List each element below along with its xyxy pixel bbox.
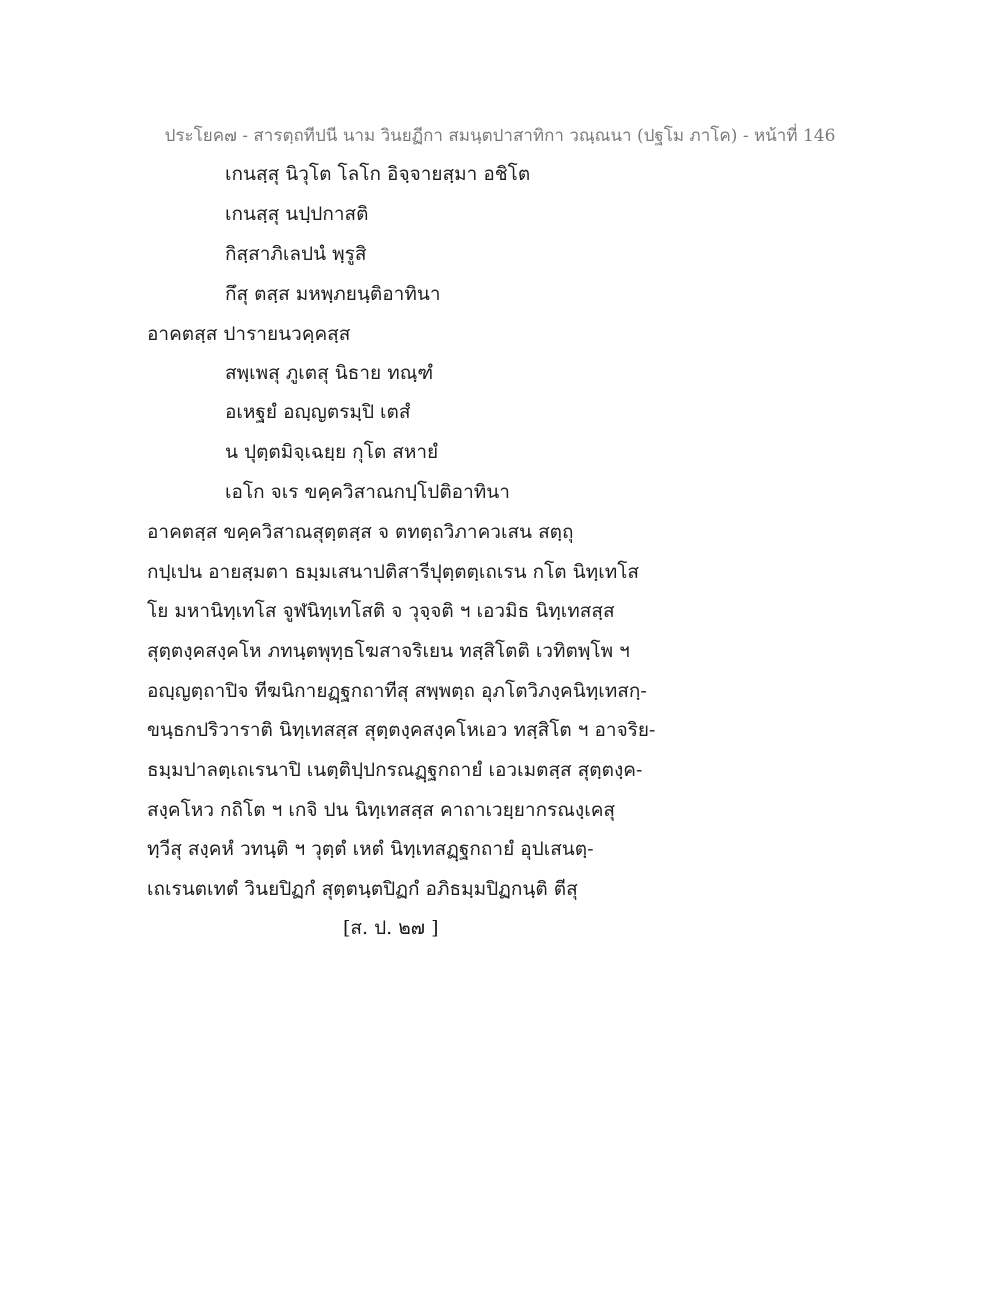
text-line: อญฺญตฺถาปิจ ทีฆนิกายฏฺฐกถาทีสุ สพฺพตฺถ อุภโตวิภงฺคนิทฺเทสกฺ- bbox=[147, 680, 647, 702]
verse-line: น ปุตฺตมิจฺเฉยฺย กุโต สหายํ bbox=[225, 441, 439, 463]
text-line: ทฺวีสุ สงฺคหํ วทนฺติ ฯ วุตฺตํ เหตํ นิทฺเทสฏฺฐกถายํ อุปเสนตฺ- bbox=[147, 838, 594, 860]
text-line: โย มหานิทฺเทโส จูฬนิทฺเทโสติ จ วุจฺจติ ฯ เอวมิธ นิทฺเทสสฺส bbox=[147, 600, 615, 622]
text-line: เถเรนตเทตํ วินยปิฏกํ สุตฺตนฺตปิฏกํ อภิธมฺมปิฏกนฺติ ตีสุ bbox=[147, 878, 578, 900]
verse-line: เกนสฺสุ นิวุโต โลโก อิจฺจายสฺมา อชิโต bbox=[225, 163, 531, 185]
text-line: สงฺคโหว กถิโต ฯ เกจิ ปน นิทฺเทสสฺส คาถาเวยฺยากรณงฺเคสุ bbox=[147, 799, 616, 821]
running-header: ประโยค๗ - สารตฺถทีปนี นาม วินยฏีกา สมนฺตปาสาทิกา วณฺณนา (ปฐโม ภาโค) - หน้าที่ 146 bbox=[164, 126, 836, 146]
text-line: สุตฺตงฺคสงฺคโห ภทนฺตพุทฺธโฆสาจริเยน ทสฺสิโตติ เวทิตพฺโพ ฯ bbox=[147, 640, 630, 662]
verse-line: สพฺเพสุ ภูเตสุ นิธาย ทณฺฑํ bbox=[225, 362, 434, 384]
text-line: ธมฺมปาลตฺเถเรนาปิ เนตฺติปฺปกรณฏฺฐกถายํ เอวเมตสฺส สุตฺตงฺค- bbox=[147, 759, 643, 781]
text-line: กปฺเปน อายสฺมตา ธมฺมเสนาปติสารีปุตฺตตฺเถเรน กโต นิทฺเทโส bbox=[147, 561, 640, 583]
verse-line: กึสุ ตสฺส มหพฺภยนฺติอาทินา bbox=[225, 283, 441, 305]
text-line: ขนฺธกปริวาราติ นิทฺเทสสฺส สุตฺตงฺคสงฺคโหเอว ทสฺสิโต ฯ อาจริย- bbox=[147, 719, 656, 741]
verse-line: อเหฐยํ อญฺญตรมฺปิ เตสํ bbox=[225, 401, 411, 423]
text-line: อาคตสฺส ขคฺควิสาณสุตฺตสฺส จ ตทตฺถวิภาควเสน สตฺถุ bbox=[147, 521, 574, 543]
text-line: อาคตสฺส ปารายนวคฺคสฺส bbox=[147, 323, 351, 345]
verse-line: เกนสฺสุ นปฺปกาสติ bbox=[225, 203, 369, 225]
verse-line: เอโก จเร ขคฺควิสาณกปฺโปติอาทินา bbox=[225, 481, 510, 503]
verse-line: กิสฺสาภิเลปนํ พฺรูสิ bbox=[225, 243, 367, 265]
page-reference: [ส. ป. ๒๗ ] bbox=[343, 917, 439, 939]
